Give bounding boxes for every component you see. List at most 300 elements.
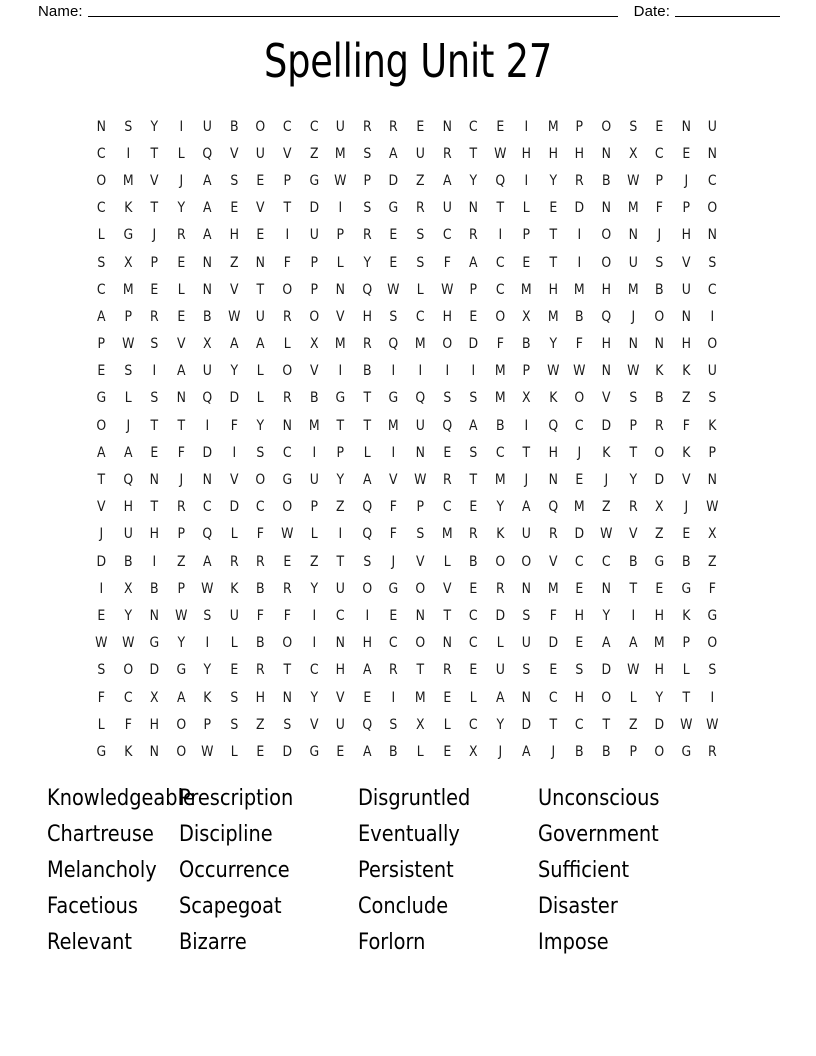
grid-cell[interactable]: F [496,336,504,353]
grid-cell[interactable]: I [338,200,343,217]
grid-cell[interactable]: T [469,472,478,489]
grid-cell[interactable]: D [229,390,239,407]
grid-cell[interactable]: K [681,607,691,624]
grid-cell[interactable]: S [708,254,717,271]
grid-cell[interactable]: J [551,743,555,760]
grid-cell[interactable]: E [469,662,478,679]
grid-cell[interactable]: P [336,444,345,461]
grid-cell[interactable]: U [442,200,452,217]
grid-cell[interactable]: A [362,472,372,489]
grid-cell[interactable]: N [468,200,479,217]
grid-cell[interactable]: T [150,200,159,217]
grid-cell[interactable]: T [150,417,159,434]
grid-cell[interactable]: S [150,390,159,407]
grid-cell[interactable]: S [203,607,212,624]
grid-cell[interactable]: E [363,689,372,706]
grid-cell[interactable]: X [123,254,133,271]
grid-cell[interactable]: R [256,662,266,679]
grid-cell[interactable]: W [281,526,294,543]
grid-cell[interactable]: N [681,118,691,135]
grid-cell[interactable]: Y [336,472,345,489]
grid-cell[interactable]: T [682,689,690,706]
grid-cell[interactable]: R [176,227,186,244]
grid-cell[interactable]: E [575,635,584,652]
grid-cell[interactable]: A [362,743,372,760]
grid-cell[interactable]: S [442,390,451,407]
grid-cell[interactable]: C [96,200,106,217]
grid-cell[interactable]: L [416,743,424,760]
grid-cell[interactable]: I [391,363,396,380]
grid-cell[interactable]: W [334,172,347,189]
grid-cell[interactable]: A [628,635,638,652]
grid-cell[interactable]: I [498,227,502,244]
grid-cell[interactable]: E [575,472,584,489]
grid-cell[interactable]: P [655,172,664,189]
grid-cell[interactable]: C [495,254,505,271]
grid-cell[interactable]: P [177,526,185,543]
grid-cell[interactable]: L [523,200,531,217]
grid-cell[interactable]: T [442,607,451,624]
grid-cell[interactable]: I [710,689,715,706]
grid-cell[interactable]: L [124,390,132,407]
grid-cell[interactable]: R [469,227,478,244]
grid-cell[interactable]: O [654,308,665,325]
grid-cell[interactable]: G [681,743,691,760]
grid-cell[interactable]: V [336,689,345,706]
grid-cell[interactable]: D [574,200,585,217]
grid-cell[interactable]: O [601,227,612,244]
grid-cell[interactable]: U [335,118,346,135]
grid-cell[interactable]: Q [202,145,213,162]
grid-cell[interactable]: A [469,417,478,434]
grid-cell[interactable]: Y [177,635,185,652]
grid-cell[interactable]: R [283,580,292,597]
grid-cell[interactable]: Z [176,553,186,570]
grid-cell[interactable]: O [415,635,426,652]
word-list-item[interactable]: Discipline [179,822,273,847]
grid-cell[interactable]: H [574,607,585,624]
grid-cell[interactable]: J [577,444,582,461]
word-list-item[interactable]: Eventually [358,822,460,847]
grid-cell[interactable]: O [441,336,452,353]
grid-cell[interactable]: U [123,526,133,543]
grid-cell[interactable]: I [285,227,290,244]
grid-cell[interactable]: E [256,227,265,244]
grid-cell[interactable]: A [203,200,212,217]
word-list-item[interactable]: Occurrence [179,858,290,883]
grid-cell[interactable]: O [495,553,505,570]
grid-cell[interactable]: C [601,553,611,570]
grid-cell[interactable]: E [150,281,159,298]
grid-cell[interactable]: M [414,336,426,353]
grid-cell[interactable]: J [631,308,635,325]
grid-cell[interactable]: B [655,390,664,407]
word-list-item[interactable]: Facetious [47,894,138,919]
grid-cell[interactable]: T [283,200,292,217]
grid-cell[interactable]: N [415,444,425,461]
grid-cell[interactable]: Y [203,662,212,679]
grid-cell[interactable]: J [684,172,688,189]
grid-cell[interactable]: B [150,580,159,597]
grid-cell[interactable]: O [176,716,186,733]
grid-cell[interactable]: H [574,145,585,162]
grid-cell[interactable]: H [681,336,691,353]
grid-cell[interactable]: N [707,145,718,162]
grid-cell[interactable]: R [548,526,558,543]
grid-cell[interactable]: W [626,363,640,380]
grid-cell[interactable]: K [203,689,212,706]
grid-cell[interactable]: S [628,118,637,135]
grid-cell[interactable]: V [309,363,319,380]
grid-cell[interactable]: V [681,472,691,489]
grid-cell[interactable]: L [177,281,185,298]
grid-cell[interactable]: B [575,308,584,325]
grid-cell[interactable]: D [229,499,239,516]
grid-cell[interactable]: D [601,662,612,679]
grid-cell[interactable]: L [230,743,238,760]
grid-cell[interactable]: W [95,635,108,652]
word-list-item[interactable]: Scapegoat [179,894,282,919]
grid-cell[interactable]: Z [415,172,425,189]
grid-cell[interactable]: Y [469,172,478,189]
grid-cell[interactable]: H [548,444,558,461]
grid-cell[interactable]: A [442,172,452,189]
grid-cell[interactable]: P [310,254,318,271]
grid-cell[interactable]: Z [655,526,664,543]
grid-cell[interactable]: W [121,635,135,652]
grid-cell[interactable]: Y [310,689,318,706]
grid-cell[interactable]: H [335,662,346,679]
grid-cell[interactable]: E [682,526,690,543]
grid-cell[interactable]: E [150,444,159,461]
grid-cell[interactable]: I [524,417,529,434]
grid-cell[interactable]: N [335,635,346,652]
grid-cell[interactable]: D [468,336,479,353]
grid-cell[interactable]: P [203,716,212,733]
grid-cell[interactable]: E [283,553,292,570]
grid-cell[interactable]: S [230,172,239,189]
grid-cell[interactable]: K [123,743,132,760]
grid-cell[interactable]: H [442,308,452,325]
grid-cell[interactable]: G [335,390,346,407]
grid-cell[interactable]: I [179,118,183,135]
grid-cell[interactable]: B [203,308,212,325]
grid-cell[interactable]: L [257,363,265,380]
grid-cell[interactable]: J [391,553,396,570]
grid-cell[interactable]: R [283,308,292,325]
grid-cell[interactable]: G [96,390,107,407]
grid-cell[interactable]: E [575,580,584,597]
grid-cell[interactable]: S [522,607,531,624]
grid-cell[interactable]: M [122,172,134,189]
grid-cell[interactable]: O [495,308,505,325]
grid-cell[interactable]: U [256,308,266,325]
grid-cell[interactable]: M [494,390,506,407]
grid-cell[interactable]: P [522,227,531,244]
grid-cell[interactable]: T [549,227,557,244]
grid-cell[interactable]: Q [362,716,372,733]
grid-cell[interactable]: M [335,336,346,353]
grid-cell[interactable]: E [389,607,398,624]
grid-cell[interactable]: R [389,662,398,679]
grid-cell[interactable]: B [309,390,319,407]
grid-cell[interactable]: E [442,743,451,760]
grid-cell[interactable]: E [496,118,504,135]
grid-cell[interactable]: N [202,254,213,271]
grid-cell[interactable]: U [309,227,319,244]
grid-cell[interactable]: D [654,472,665,489]
grid-cell[interactable]: A [256,336,266,353]
grid-cell[interactable]: G [681,580,691,597]
grid-cell[interactable]: K [123,200,132,217]
grid-cell[interactable]: K [602,444,611,461]
grid-cell[interactable]: W [626,662,640,679]
grid-cell[interactable]: M [547,118,559,135]
grid-cell[interactable]: P [629,743,637,760]
grid-cell[interactable]: I [365,607,369,624]
grid-cell[interactable]: T [629,444,637,461]
grid-cell[interactable]: B [655,281,664,298]
grid-cell[interactable]: I [338,363,343,380]
grid-cell[interactable]: V [681,254,691,271]
grid-cell[interactable]: U [415,417,425,434]
grid-cell[interactable]: K [495,526,505,543]
grid-cell[interactable]: E [97,607,106,624]
grid-cell[interactable]: Y [496,499,504,516]
grid-cell[interactable]: E [416,118,425,135]
grid-cell[interactable]: A [123,444,133,461]
grid-cell[interactable]: H [123,499,133,516]
grid-cell[interactable]: S [522,662,531,679]
grid-cell[interactable]: U [628,254,638,271]
grid-cell[interactable]: P [363,172,371,189]
grid-cell[interactable]: B [601,172,611,189]
grid-cell[interactable]: M [441,526,453,543]
grid-cell[interactable]: U [203,363,213,380]
word-list-item[interactable]: Government [538,822,659,847]
grid-cell[interactable]: O [707,635,718,652]
grid-cell[interactable]: N [681,308,691,325]
grid-cell[interactable]: V [229,472,239,489]
grid-cell[interactable]: F [283,607,291,624]
grid-cell[interactable]: N [202,281,213,298]
grid-cell[interactable]: M [627,281,639,298]
grid-cell[interactable]: B [229,118,239,135]
grid-cell[interactable]: E [469,499,478,516]
grid-cell[interactable]: A [97,308,106,325]
grid-cell[interactable]: O [122,662,133,679]
grid-cell[interactable]: E [549,200,558,217]
grid-cell[interactable]: I [710,308,715,325]
grid-cell[interactable]: C [469,635,478,652]
grid-cell[interactable]: X [150,689,159,706]
grid-cell[interactable]: Y [150,118,159,135]
grid-cell[interactable]: V [97,499,106,516]
grid-cell[interactable]: O [255,118,266,135]
grid-cell[interactable]: O [96,417,107,434]
grid-cell[interactable]: I [577,254,582,271]
grid-cell[interactable]: L [629,689,637,706]
grid-cell[interactable]: E [655,580,664,597]
grid-cell[interactable]: P [416,499,424,516]
grid-cell[interactable]: C [282,118,292,135]
grid-cell[interactable]: O [707,200,718,217]
grid-cell[interactable]: J [657,227,662,244]
grid-cell[interactable]: C [309,662,319,679]
grid-cell[interactable]: W [414,472,427,489]
grid-cell[interactable]: G [388,390,399,407]
grid-cell[interactable]: A [522,499,531,516]
grid-cell[interactable]: F [124,716,132,733]
grid-cell[interactable]: R [442,472,452,489]
grid-cell[interactable]: V [309,716,319,733]
grid-cell[interactable]: X [522,390,531,407]
grid-cell[interactable]: E [655,118,664,135]
grid-cell[interactable]: E [177,308,185,325]
grid-cell[interactable]: Q [441,417,452,434]
grid-cell[interactable]: N [601,145,611,162]
grid-cell[interactable]: V [336,308,345,325]
grid-cell[interactable]: P [629,417,637,434]
grid-cell[interactable]: F [390,526,398,543]
grid-cell[interactable]: Z [601,499,611,516]
grid-cell[interactable]: U [681,281,691,298]
grid-cell[interactable]: L [363,444,371,461]
grid-cell[interactable]: E [256,743,265,760]
grid-cell[interactable]: J [524,472,529,489]
grid-cell[interactable]: A [495,689,505,706]
grid-cell[interactable]: L [283,336,291,353]
grid-cell[interactable]: N [256,254,266,271]
grid-cell[interactable]: W [626,172,640,189]
grid-cell[interactable]: X [522,308,531,325]
grid-cell[interactable]: Y [124,607,132,624]
grid-cell[interactable]: V [602,390,611,407]
grid-cell[interactable]: E [230,200,239,217]
grid-cell[interactable]: G [149,635,160,652]
grid-cell[interactable]: Y [549,336,557,353]
grid-cell[interactable]: Y [363,254,371,271]
grid-cell[interactable]: K [549,390,558,407]
grid-cell[interactable]: R [655,417,664,434]
grid-cell[interactable]: C [575,417,585,434]
grid-cell[interactable]: S [230,689,239,706]
grid-cell[interactable]: N [202,472,213,489]
grid-cell[interactable]: D [574,526,585,543]
grid-cell[interactable]: O [707,336,718,353]
grid-cell[interactable]: D [282,743,293,760]
grid-cell[interactable]: I [444,363,449,380]
grid-cell[interactable]: L [257,390,265,407]
grid-cell[interactable]: H [601,281,611,298]
grid-cell[interactable]: N [442,118,452,135]
grid-cell[interactable]: B [389,743,398,760]
grid-cell[interactable]: B [522,336,531,353]
grid-cell[interactable]: C [548,689,558,706]
grid-cell[interactable]: P [97,336,106,353]
grid-cell[interactable]: C [495,281,505,298]
grid-cell[interactable]: Q [202,390,213,407]
grid-cell[interactable]: S [363,200,372,217]
grid-cell[interactable]: C [469,607,478,624]
grid-cell[interactable]: M [494,363,506,380]
grid-cell[interactable]: B [495,417,505,434]
grid-cell[interactable]: F [230,417,238,434]
grid-cell[interactable]: S [363,145,372,162]
grid-cell[interactable]: X [309,336,319,353]
grid-cell[interactable]: I [152,363,157,380]
grid-cell[interactable]: G [388,580,399,597]
grid-cell[interactable]: I [152,553,157,570]
grid-cell[interactable]: W [679,716,693,733]
grid-cell[interactable]: T [629,580,637,597]
grid-cell[interactable]: H [574,689,585,706]
grid-cell[interactable]: S [655,254,664,271]
grid-cell[interactable]: M [494,472,506,489]
grid-cell[interactable]: I [99,580,104,597]
grid-cell[interactable]: Z [336,499,345,516]
grid-cell[interactable]: B [628,553,638,570]
grid-cell[interactable]: W [228,308,241,325]
grid-cell[interactable]: U [203,118,213,135]
grid-cell[interactable]: O [255,472,266,489]
grid-cell[interactable]: B [575,743,584,760]
grid-cell[interactable]: R [150,308,159,325]
grid-cell[interactable]: S [575,662,584,679]
grid-cell[interactable]: W [706,499,719,516]
grid-cell[interactable]: I [471,363,476,380]
grid-cell[interactable]: L [230,526,238,543]
grid-cell[interactable]: W [201,580,214,597]
grid-cell[interactable]: G [707,607,718,624]
grid-cell[interactable]: O [176,743,186,760]
grid-cell[interactable]: N [707,227,718,244]
word-list-item[interactable]: Chartreuse [47,822,154,847]
grid-cell[interactable]: I [418,363,423,380]
grid-cell[interactable]: A [176,363,186,380]
grid-cell[interactable]: O [654,743,665,760]
grid-cell[interactable]: E [682,145,690,162]
grid-cell[interactable]: M [574,499,586,516]
grid-cell[interactable]: Z [229,254,239,271]
grid-cell[interactable]: S [150,336,159,353]
grid-cell[interactable]: C [123,689,133,706]
grid-cell[interactable]: N [601,363,611,380]
grid-cell[interactable]: N [282,417,293,434]
grid-cell[interactable]: O [362,580,372,597]
grid-cell[interactable]: M [308,417,320,434]
grid-cell[interactable]: S [416,526,425,543]
grid-cell[interactable]: F [576,336,584,353]
grid-cell[interactable]: N [149,472,160,489]
grid-cell[interactable]: I [312,635,316,652]
word-list-item[interactable]: Disaster [538,894,618,919]
grid-cell[interactable]: H [548,281,558,298]
grid-cell[interactable]: V [176,336,186,353]
grid-cell[interactable]: Z [256,716,266,733]
word-list-item[interactable]: Prescription [179,786,294,811]
grid-cell[interactable]: V [415,553,425,570]
grid-cell[interactable]: H [229,227,239,244]
grid-cell[interactable]: T [150,145,159,162]
grid-cell[interactable]: I [205,635,210,652]
grid-cell[interactable]: M [335,145,346,162]
grid-cell[interactable]: P [336,227,345,244]
grid-cell[interactable]: H [149,526,160,543]
grid-cell[interactable]: G [176,662,186,679]
grid-cell[interactable]: O [415,580,426,597]
grid-cell[interactable]: G [388,200,399,217]
